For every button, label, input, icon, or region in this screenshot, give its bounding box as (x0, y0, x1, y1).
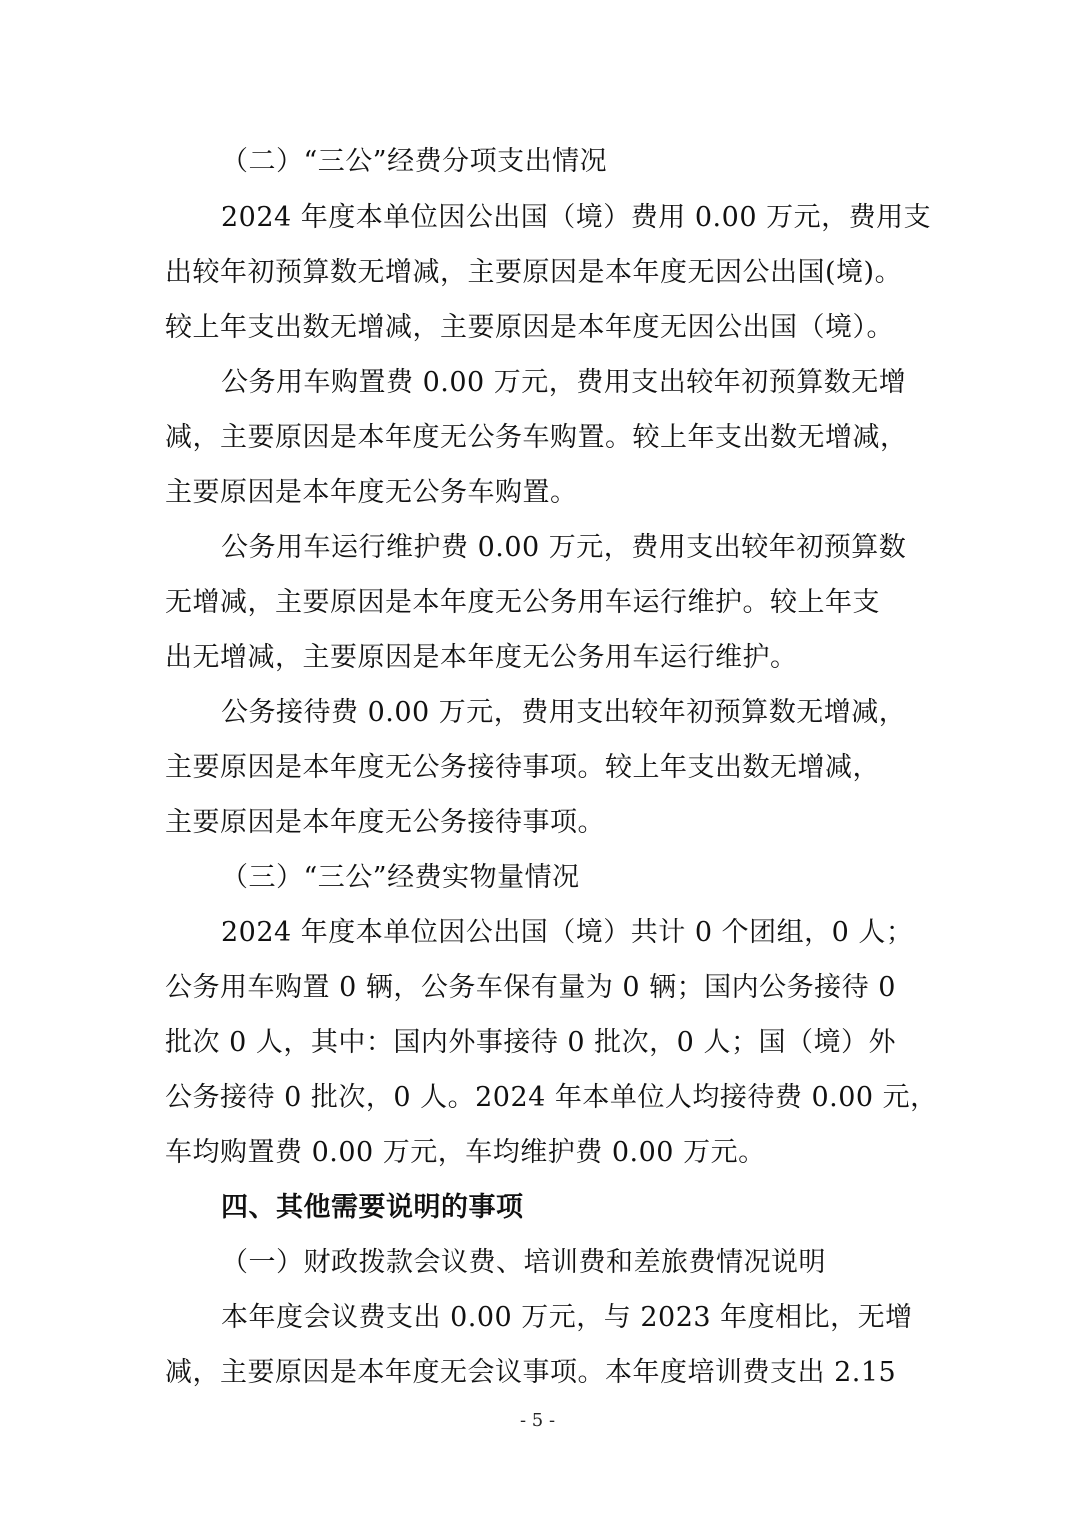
section-heading-2: （二）“三公”经费分项支出情况 (221, 146, 608, 177)
paragraph-line: 出较年初预算数无增减，主要原因是本年度无因公出国(境)。 (165, 257, 903, 288)
subsection-heading-1: （一）财政拨款会议费、培训费和差旅费情况说明 (221, 1247, 826, 1278)
paragraph-line: 公务接待费 0.00 万元，费用支出较年初预算数无增减， (221, 697, 907, 728)
paragraph-line: 本年度会议费支出 0.00 万元，与 2023 年度相比，无增 (221, 1302, 913, 1333)
paragraph-line: 减，主要原因是本年度无会议事项。本年度培训费支出 2.15 (165, 1357, 897, 1388)
paragraph-line: 无增减，主要原因是本年度无公务用车运行维护。较上年支 (165, 587, 880, 618)
paragraph-line: 较上年支出数无增减，主要原因是本年度无因公出国（境）。 (165, 312, 894, 343)
paragraph-line: 主要原因是本年度无公务车购置。 (165, 477, 578, 508)
paragraph-line: 公务接待 0 批次，0 人。2024 年本单位人均接待费 0.00 元， (165, 1082, 938, 1113)
paragraph-line: 公务用车购置 0 辆，公务车保有量为 0 辆；国内公务接待 0 (165, 972, 896, 1003)
paragraph-line: 公务用车购置费 0.00 万元，费用支出较年初预算数无增 (221, 367, 907, 398)
paragraph-line: 车均购置费 0.00 万元，车均维护费 0.00 万元。 (165, 1137, 766, 1168)
paragraph-line: 减，主要原因是本年度无公务车购置。较上年支出数无增减， (165, 422, 908, 453)
paragraph-line: 2024 年度本单位因公出国（境）共计 0 个团组，0 人； (221, 917, 914, 948)
paragraph-line: 2024 年度本单位因公出国（境）费用 0.00 万元，费用支 (221, 202, 932, 233)
paragraph-line: 主要原因是本年度无公务接待事项。较上年支出数无增减， (165, 752, 880, 783)
paragraph-line: 公务用车运行维护费 0.00 万元，费用支出较年初预算数 (221, 532, 907, 563)
page-number: - 5 - (519, 1410, 556, 1431)
paragraph-line: 主要原因是本年度无公务接待事项。 (165, 807, 605, 838)
section-heading-3: （三）“三公”经费实物量情况 (221, 862, 580, 893)
paragraph-line: 出无增减，主要原因是本年度无公务用车运行维护。 (165, 642, 798, 673)
chapter-heading-4: 四、其他需要说明的事项 (221, 1192, 524, 1223)
paragraph-line: 批次 0 人，其中：国内外事接待 0 批次，0 人；国（境）外 (165, 1027, 896, 1058)
